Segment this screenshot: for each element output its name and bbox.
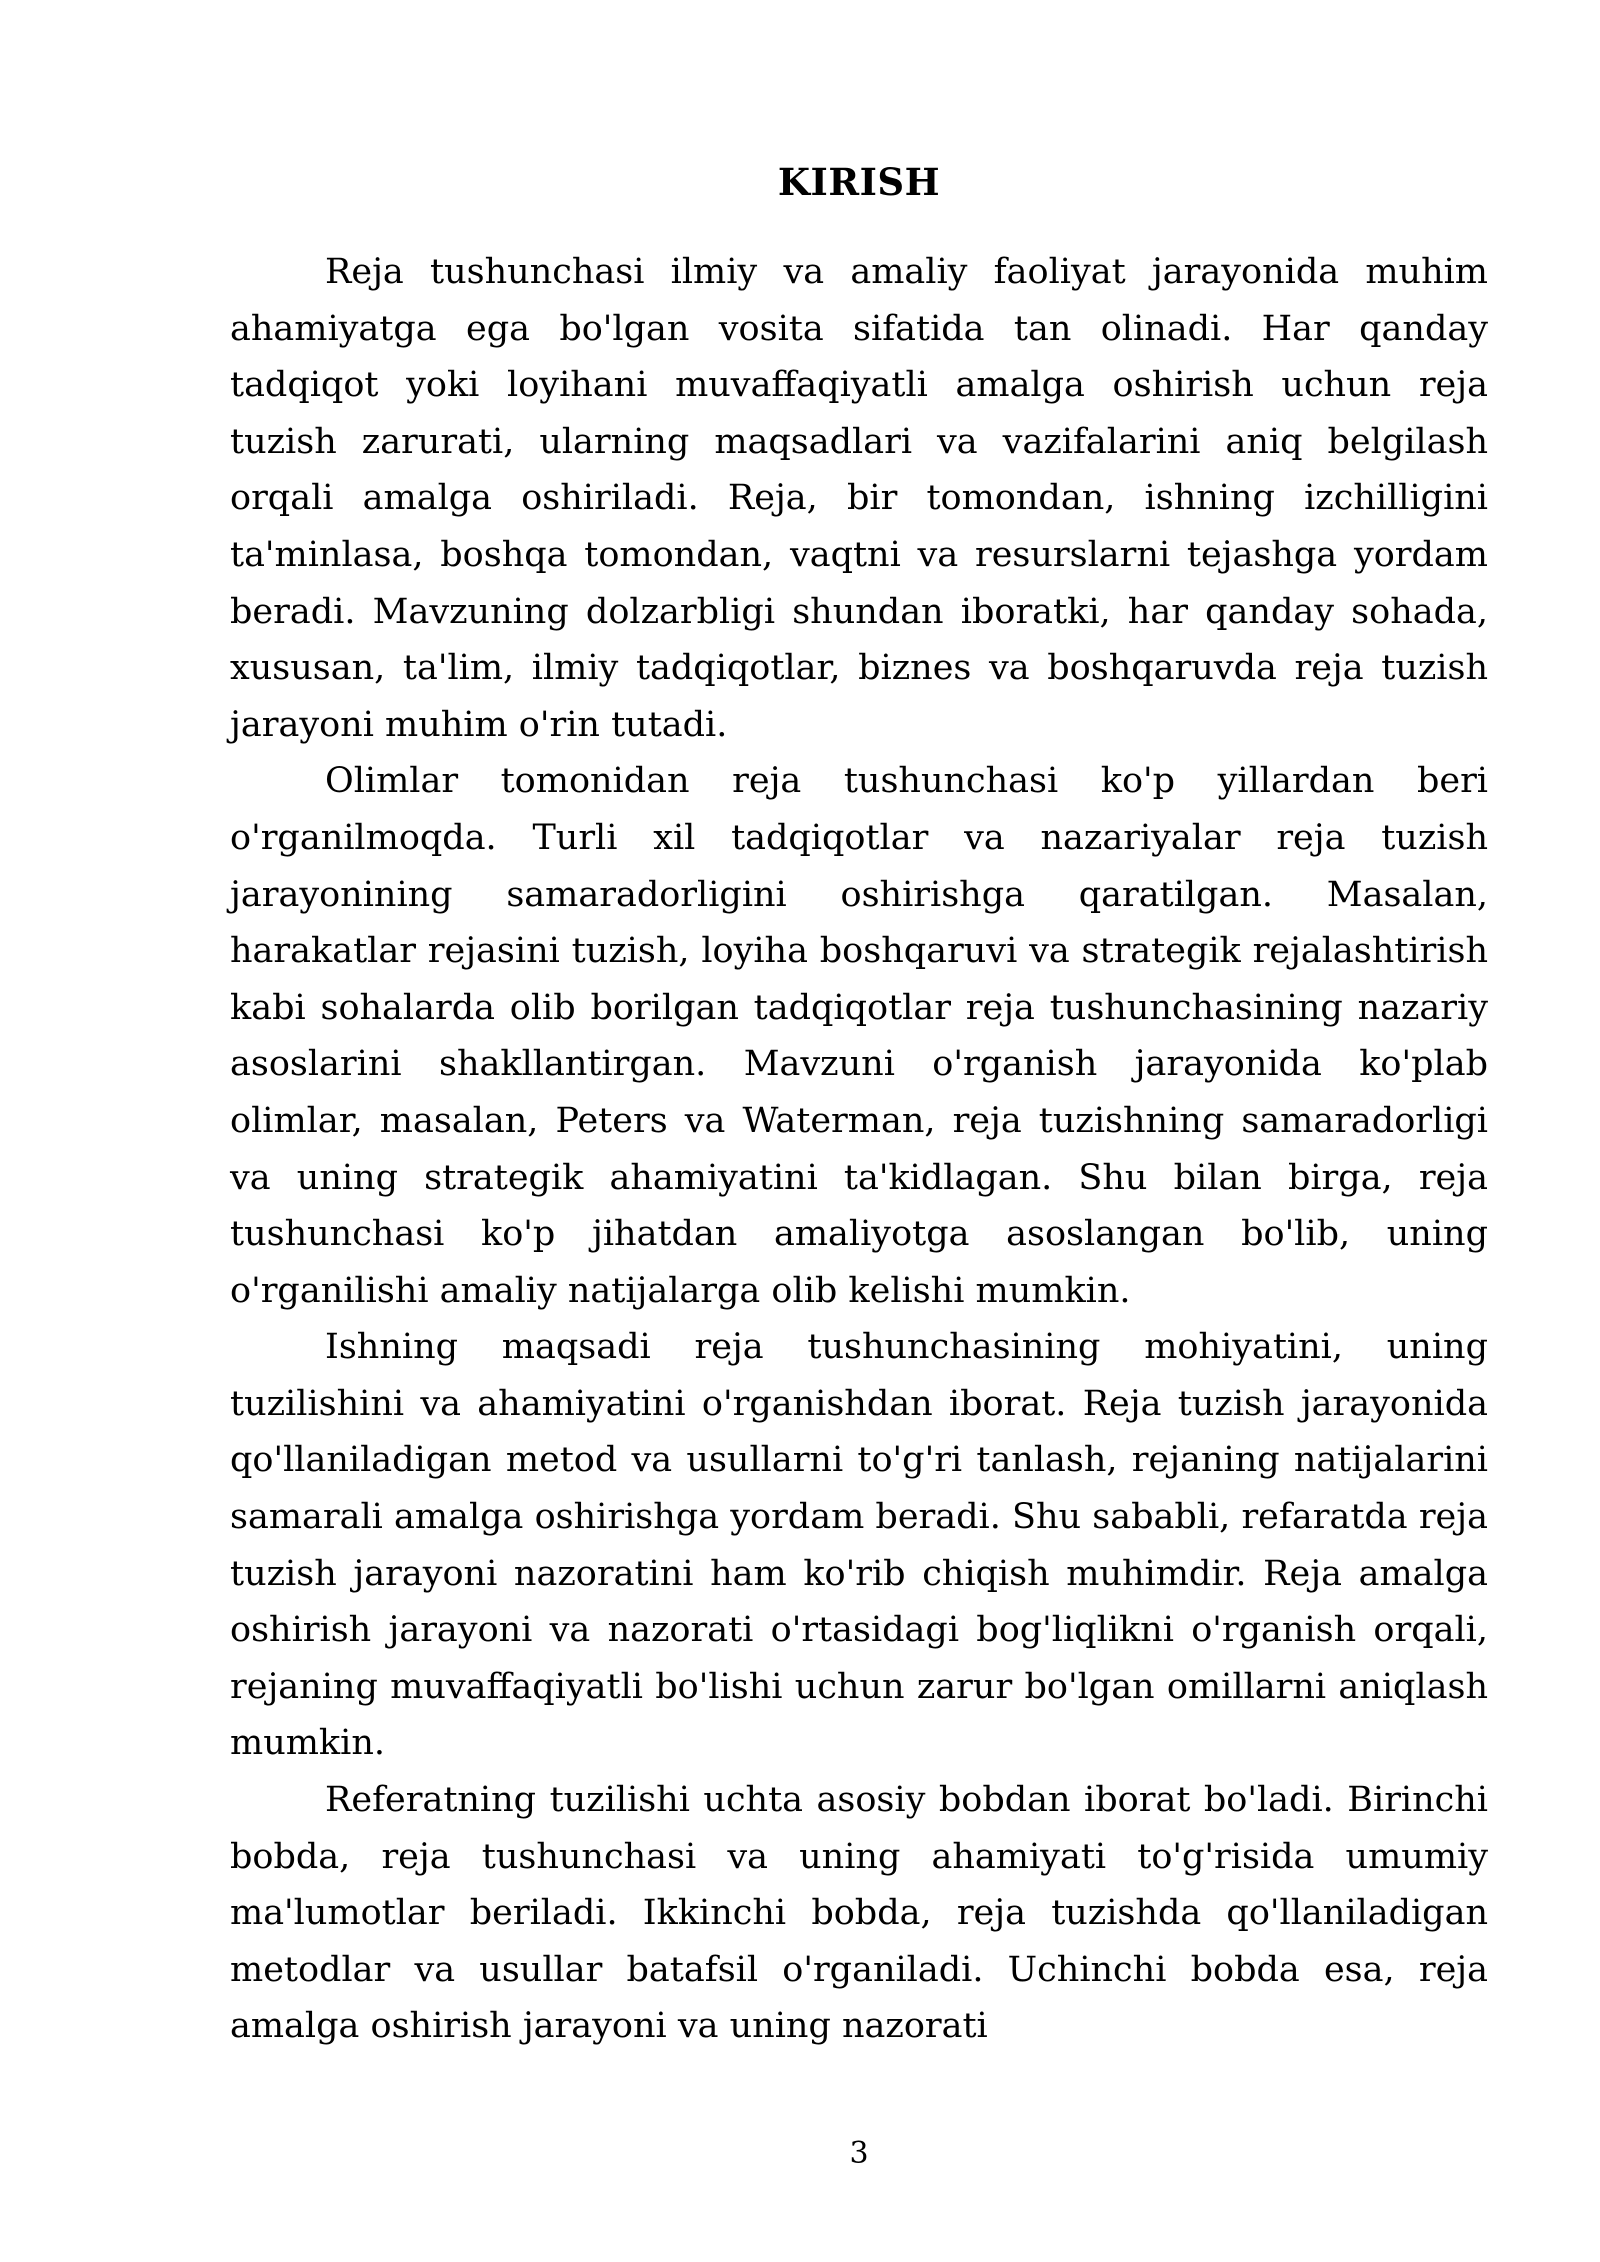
body-text: [230, 244, 1488, 2055]
page-title: KIRISH: [777, 160, 941, 204]
page-number: 3: [849, 2136, 869, 2171]
paragraph-3: Ishning maqsadi reja tushunchasining mohiyatini, uning tuzilishini va ahamiyatini o'rganishdan iborat. Reja tuzish jarayonida qo'llaniladigan metod va usullarni to'g'ri tanlash, rejaning natijalarini samarali amalga oshirishga yordam beradi. Shu sababli, refaratda reja tuzish jarayoni nazoratini ham ko'rib chiqish muhimdir. Reja amalga oshirish jarayoni va nazorati o'rtasidagi bog'liqlikni o'rganish orqali, rejaning muvaffaqiyatli bo'lishi uchun zarur bo'lgan omillarni aniqlash mumkin.: [230, 1327, 1488, 1764]
paragraph-2: Olimlar tomonidan reja tushunchasi ko'p yillardan beri o'rganilmoqda. Turli xil tadqiqotlar va nazariyalar reja tuzish jarayonining samaradorligini oshirishga qaratilgan. Masalan, harakatlar rejasini tuzish, loyiha boshqaruvi va strategik rejalashtirish kabi sohalarda olib borilgan tadqiqotlar reja tushunchasining nazariy asoslarini shakllantirgan. Mavzuni o'rganish jarayonida ko'plab olimlar, masalan, Peters va Waterman, reja tuzishning samaradorligi va uning strategik ahamiyatini ta'kidlagan. Shu bilan birga, reja tushunchasi ko'p jihatdan amaliyotga asoslangan bo'lib, uning o'rganilishi amaliy natijalarga olib kelishi mumkin.: [230, 761, 1488, 1311]
paragraph-1: Reja tushunchasi ilmiy va amaliy faoliyat jarayonida muhim ahamiyatga ega bo'lgan vosita sifatida tan olinadi. Har qanday tadqiqot yoki loyihani muvaffaqiyatli amalga oshirish uchun reja tuzish zarurati, ularning maqsadlari va vazifalarini aniq belgilash orqali amalga oshiriladi. Reja, bir tomondan, ishning izchilligini ta'minlasa, boshqa tomondan, vaqtni va resurslarni tejashga yordam beradi. Mavzuning dolzarbligi shundan iboratki, har qanday sohada, xususan, ta'lim, ilmiy tadqiqotlar, biznes va boshqaruvda reja tuzish jarayoni muhim o'rin tutadi.: [230, 252, 1488, 745]
paragraph-4: Referatning tuzilishi uchta asosiy bobdan iborat bo'ladi. Birinchi bobda, reja tushunchasi va uning ahamiyati to'g'risida umumiy ma'lumotlar beriladi. Ikkinchi bobda, reja tuzishda qo'llaniladigan metodlar va usullar batafsil o'rganiladi. Uchinchi bobda esa, reja amalga oshirish jarayoni va uning nazorati: [230, 1780, 1488, 2047]
